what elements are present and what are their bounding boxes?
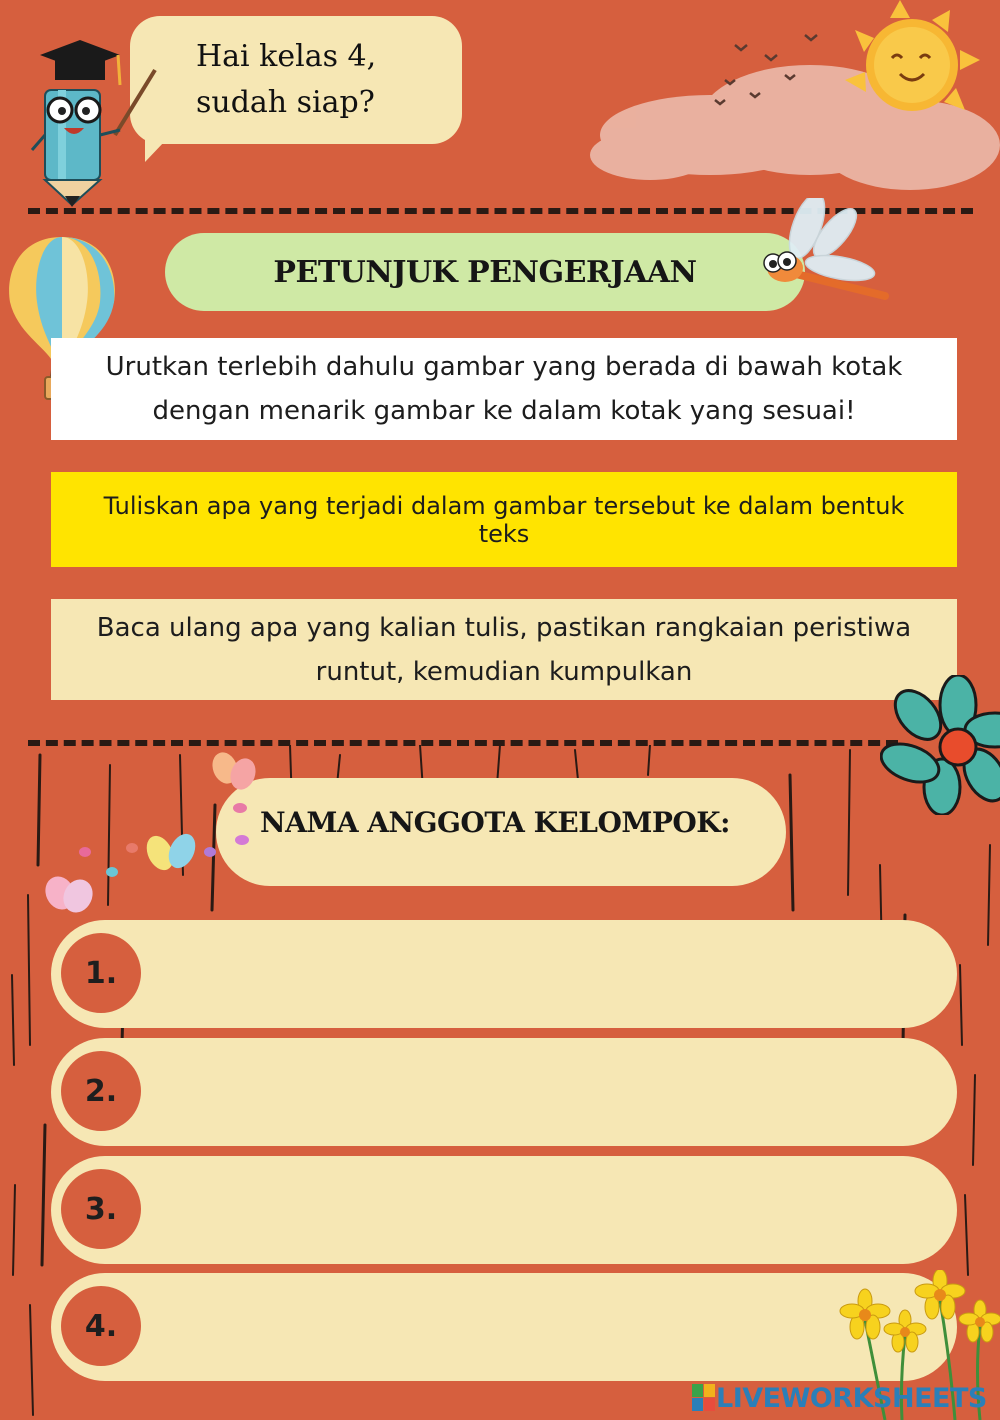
- liveworksheets-logo-icon: [692, 1384, 716, 1412]
- dashed-divider-bottom: [28, 740, 898, 746]
- member-row-4: [51, 1273, 957, 1381]
- instructions-title: PETUNJUK PENGERJAAN: [273, 254, 697, 290]
- instruction-3-line-2: runtut, kemudian kumpulkan: [315, 656, 693, 687]
- group-title: NAMA ANGGOTA KELOMPOK:: [260, 806, 730, 839]
- member-number-4: 4.: [61, 1286, 141, 1366]
- member-name-input-2[interactable]: [161, 1058, 925, 1126]
- greeting-line-2: sudah siap?: [196, 85, 375, 120]
- sun-icon: [840, 0, 990, 130]
- member-name-input-3[interactable]: [161, 1176, 925, 1244]
- butterfly-icon: [40, 748, 270, 923]
- pencil-mascot-icon: [20, 40, 160, 210]
- instruction-3-line-1: Baca ulang apa yang kalian tulis, pastikan rangkaian peristiwa: [96, 612, 912, 643]
- member-number-1: 1.: [61, 933, 141, 1013]
- member-number-2: 2.: [61, 1051, 141, 1131]
- member-name-input-1[interactable]: [161, 940, 925, 1008]
- birds-icon: [705, 25, 835, 110]
- liveworksheets-brand: LIVEWORKSHEETS: [716, 1382, 987, 1414]
- member-number-3: 3.: [61, 1169, 141, 1249]
- liveworksheets-logo[interactable]: [692, 1382, 992, 1414]
- member-row-3: [51, 1156, 957, 1264]
- greeting-text: [196, 34, 456, 126]
- dragonfly-icon: [745, 198, 895, 313]
- teal-flower-icon: [880, 675, 1000, 815]
- member-row-1: [51, 920, 957, 1028]
- instruction-1-line-1: Urutkan terlebih dahulu gambar yang berada di bawah kotak: [105, 352, 903, 382]
- instruction-1-line-2: dengan menarik gambar ke dalam kotak yang sesuai!: [152, 396, 856, 426]
- instruction-box-2: [51, 472, 957, 567]
- instruction-2-line-1: Tuliskan apa yang terjadi dalam gambar tersebut ke dalam bentuk teks: [103, 491, 905, 548]
- greeting-line-1: Hai kelas 4,: [196, 39, 377, 74]
- instruction-box-3: [51, 599, 957, 700]
- member-name-input-4[interactable]: [161, 1293, 925, 1361]
- instruction-box-1: [51, 338, 957, 440]
- member-row-2: [51, 1038, 957, 1146]
